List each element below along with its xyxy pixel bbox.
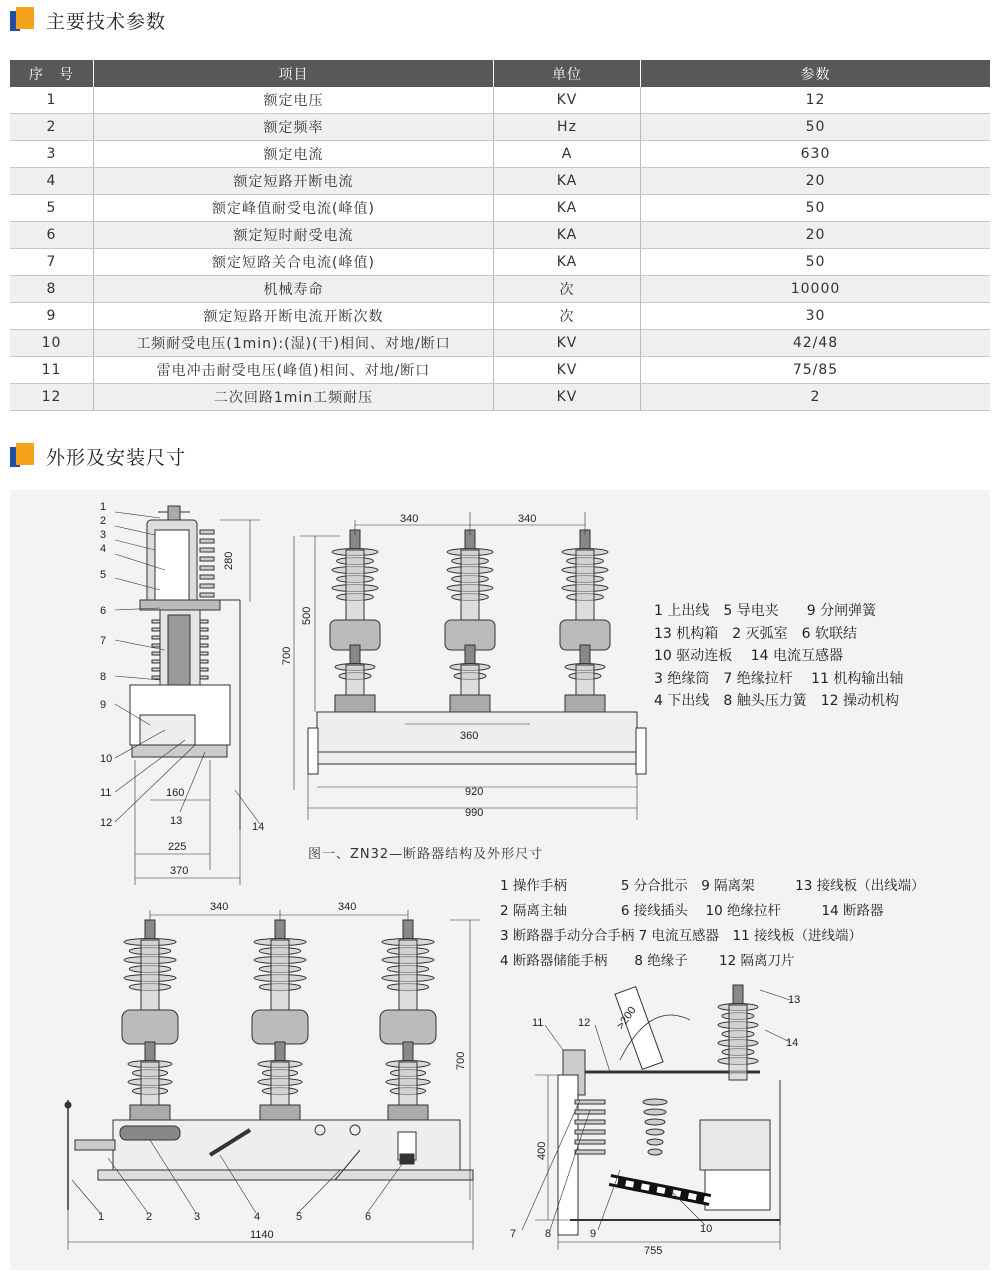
dim-label: 160 [166,787,185,799]
table-row [10,303,990,330]
table-cell: 9 [10,303,94,330]
dim-label: 370 [170,865,189,877]
table-row [10,114,990,141]
part-label: 3 [194,1211,201,1223]
dim-label: 280 [223,551,235,570]
dim-label: 500 [301,606,313,625]
table-cell: 次 [494,276,641,303]
table-row [10,330,990,357]
legend-line: 4 下出线 8 触头压力簧 12 操动机构 [654,693,899,709]
part-label: 6 [100,605,107,617]
table-cell: 额定短路开断电流 [94,168,494,195]
table-cell: 50 [641,249,991,276]
table-cell: 11 [10,357,94,384]
table-cell: 额定电流 [94,141,494,168]
part-label: 12 [578,1017,591,1029]
table-cell: 7 [10,249,94,276]
table-cell: 50 [641,114,991,141]
part-label: 8 [545,1228,552,1240]
section-marker-icon [10,7,36,33]
section-header-dimensions [10,440,186,472]
section-title: 主要技术参数 [46,10,167,33]
legend-line: 3 断路器手动分合手柄 7 电流互感器 11 接线板（进线端） [500,928,863,944]
table-row [10,141,990,168]
table-cell: 额定电压 [94,87,494,114]
part-label: 7 [100,635,107,647]
legend-line: 1 上出线 5 导电夹 9 分闸弹簧 [654,603,877,619]
part-label: 5 [296,1211,303,1223]
legend-line: 10 驱动连板 14 电流互感器 [654,648,843,664]
table-cell: 8 [10,276,94,303]
part-label: 14 [252,821,265,833]
table-cell: 12 [641,87,991,114]
drawing-area [10,490,990,1270]
dim-label: 340 [518,513,537,525]
table-row [10,357,990,384]
fig1-legend [654,600,903,713]
part-label: 6 [365,1211,372,1223]
table-row [10,168,990,195]
table-row [10,222,990,249]
table-row [10,384,990,411]
part-label: 14 [786,1037,799,1049]
fig2-side-view [522,985,790,1250]
table-cell: 12 [10,384,94,411]
part-label: 5 [100,569,107,581]
col-header: 项目 [94,60,494,87]
table-header-row [10,60,990,87]
table-cell: 10 [10,330,94,357]
table-row [10,249,990,276]
table-cell: 1 [10,87,94,114]
table-cell: 额定短路关合电流(峰值) [94,249,494,276]
dim-label: 700 [281,646,293,665]
part-label: 13 [788,994,801,1006]
table-cell: 20 [641,168,991,195]
dim-label: 700 [455,1051,467,1070]
table-cell: KA [494,249,641,276]
table-cell: 雷电冲击耐受电压(峰值)相间、对地/断口 [94,357,494,384]
table-cell: 20 [641,222,991,249]
table-cell: 4 [10,168,94,195]
dim-label: 920 [465,786,484,798]
table-cell: 2 [10,114,94,141]
dim-label: 340 [210,901,229,913]
part-label: 2 [146,1211,153,1223]
col-header: 序 号 [10,60,94,87]
section-title: 外形及安装尺寸 [46,446,187,469]
table-cell: 10000 [641,276,991,303]
dim-label: 360 [460,730,479,742]
col-header: 单位 [494,60,641,87]
legend-line: 3 绝缘筒 7 绝缘拉杆 11 机构输出轴 [654,670,904,687]
part-label: 13 [170,815,183,827]
part-label: 8 [100,671,107,683]
part-label: 3 [100,529,107,541]
legend-line: 4 断路器储能手柄 8 绝缘子 12 隔离刀片 [500,953,795,969]
part-label: 9 [590,1228,597,1240]
dim-label: 400 [536,1141,548,1160]
part-label: 11 [532,1017,544,1029]
table-row [10,195,990,222]
table-cell: 额定短时耐受电流 [94,222,494,249]
fig2-legend [500,874,925,974]
part-label: 12 [100,817,113,829]
part-label: 10 [100,753,113,765]
part-label: 1 [98,1211,105,1223]
fig2-front-view [65,910,480,1250]
table-cell: KV [494,357,641,384]
table-cell: 二次回路1min工频耐压 [94,384,494,411]
table-cell: 6 [10,222,94,249]
fig1-caption: 图一、ZN32—断路器结构及外形尺寸 [308,847,544,862]
part-label: 11 [100,787,112,799]
dim-label: 1140 [250,1229,274,1241]
dim-label: 340 [338,901,357,913]
table-row [10,276,990,303]
table-cell: 3 [10,141,94,168]
table-cell: 2 [641,384,991,411]
part-label: 10 [700,1223,713,1235]
table-cell: 42/48 [641,330,991,357]
table-cell: 工频耐受电压(1min):(湿)(干)相间、对地/断口 [94,330,494,357]
section-header-params [10,4,166,36]
dim-label: 990 [465,807,484,819]
table-cell: KA [494,222,641,249]
table-cell: KV [494,330,641,357]
table-cell: 50 [641,195,991,222]
table-cell: 30 [641,303,991,330]
table-cell: 次 [494,303,641,330]
dim-label: 225 [168,841,187,853]
part-label: 9 [100,699,107,711]
legend-line: 2 隔离主轴 6 接线插头 10 绝缘拉杆 14 断路器 [500,903,884,919]
table-cell: 机械寿命 [94,276,494,303]
legend-line: 13 机构箱 2 灭弧室 6 软联结 [654,625,857,642]
table-cell: 5 [10,195,94,222]
section-marker-icon [10,443,36,469]
legend-line: 1 操作手柄 5 分合批示 9 隔离架 13 接线板（出线端） [500,878,925,894]
table-cell: Hz [494,114,641,141]
table-row [10,87,990,114]
fig1-side-view [115,506,260,885]
table-cell: KV [494,384,641,411]
dim-label: 340 [400,513,419,525]
fig1-front-labels [281,513,536,819]
table-cell: KV [494,87,641,114]
part-label: 2 [100,515,107,527]
part-label: 1 [100,501,107,513]
col-header: 参数 [641,60,991,87]
table-cell: 额定频率 [94,114,494,141]
table-cell: KA [494,195,641,222]
table-cell: 75/85 [641,357,991,384]
part-label: 7 [510,1228,517,1240]
table-cell: A [494,141,641,168]
part-label: 4 [254,1211,261,1223]
table-cell: 630 [641,141,991,168]
part-label: 4 [100,543,107,555]
table-cell: KA [494,168,641,195]
dim-label: >200 [614,1004,639,1032]
table-cell: 额定短路开断电流开断次数 [94,303,494,330]
dim-label: 755 [644,1245,663,1257]
params-table [10,60,990,411]
table-cell: 额定峰值耐受电流(峰值) [94,195,494,222]
fig1-front-view [294,512,646,820]
